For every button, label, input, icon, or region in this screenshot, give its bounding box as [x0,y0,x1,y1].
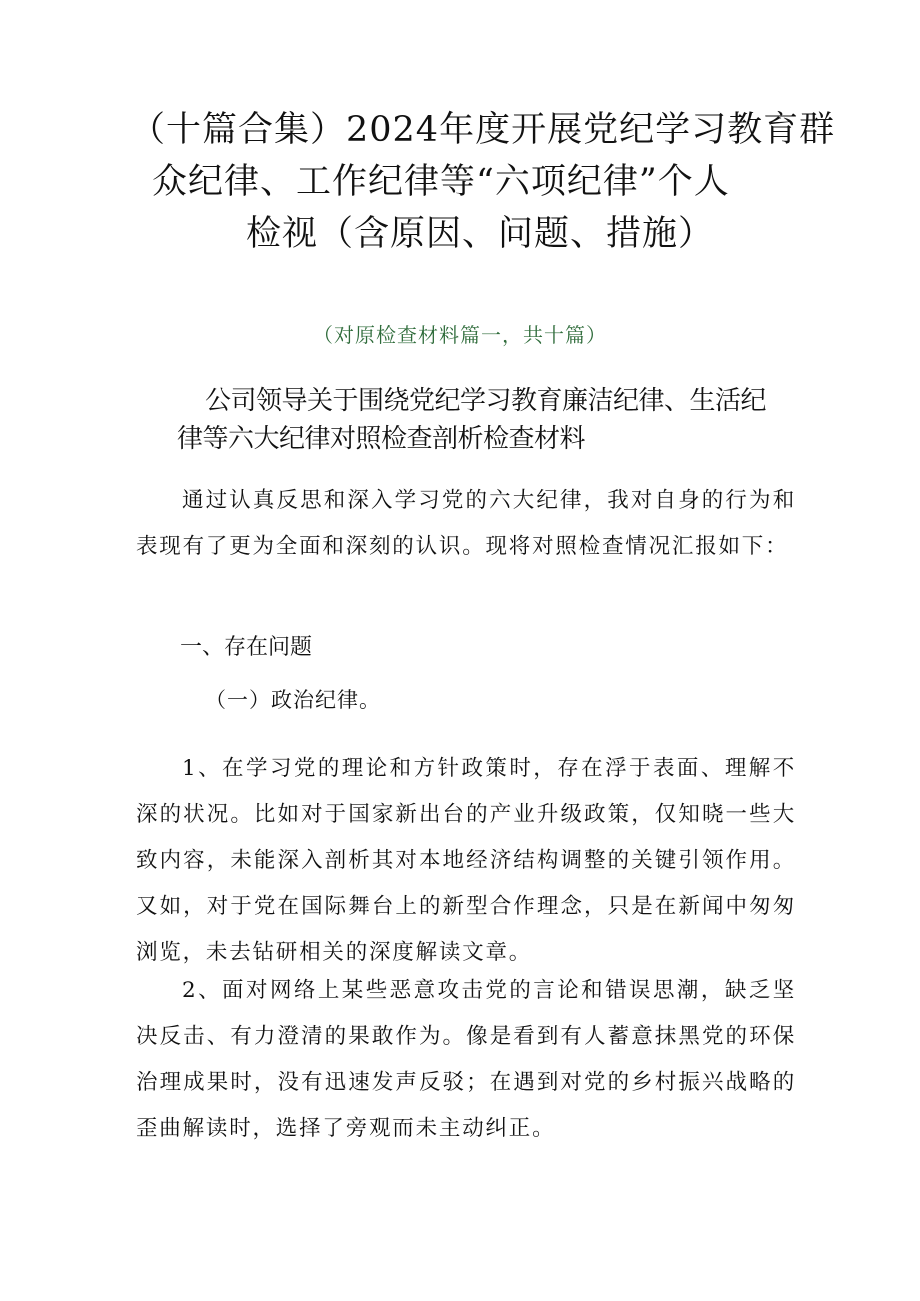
title-line-1: （十篇合集）2024年度开展党纪学习教育群 [130,110,836,150]
item-2-paragraph: 2、面对网络上某些恶意攻击党的言论和错误思潮，缺乏坚决反击、有力澄清的果敢作为。像是看到有人蓄意抹黑党的环保治理成果时，没有迅速发声反驳；在遇到对党的乡村振兴战略的歪曲解读时，选择了旁观而未主动纠正。 [136,978,796,1141]
item-1-paragraph: 1、在学习党的理论和方针政策时，存在浮于表面、理解不深的状况。比如对于国家新出台的产业升级政策，仅知晓一些大致内容，未能深入剖析其对本地经济结构调整的关键引领作用。又如，对于党在国际舞台上的新型合作理念，只是在新闻中匆匆浏览，未去钻研相关的深度解读文章。 [136,756,796,965]
document-subtitle: （对原检查材料篇一，共十篇） [313,323,607,347]
document-title [130,104,836,260]
intro-paragraph: 通过认真反思和深入学习党的六大纪律，我对自身的行为和表现有了更为全面和深刻的认识。现将对照检查情况汇报如下： [136,488,796,559]
title-line-2: 众纪律、工作纪律等“六项纪律”个人 [152,162,730,202]
article-heading-line-2: 律等六大纪律对照检查剖析检查材料 [177,424,586,454]
article-heading [177,382,805,458]
section-heading: 一、存在问题 [180,635,313,660]
sub-heading: （一）政治纪律。 [205,688,381,712]
title-line-3: 检视（含原因、问题、措施） [246,214,715,254]
article-heading-line-1: 公司领导关于围绕党纪学习教育廉洁纪律、生活纪 [205,386,767,416]
